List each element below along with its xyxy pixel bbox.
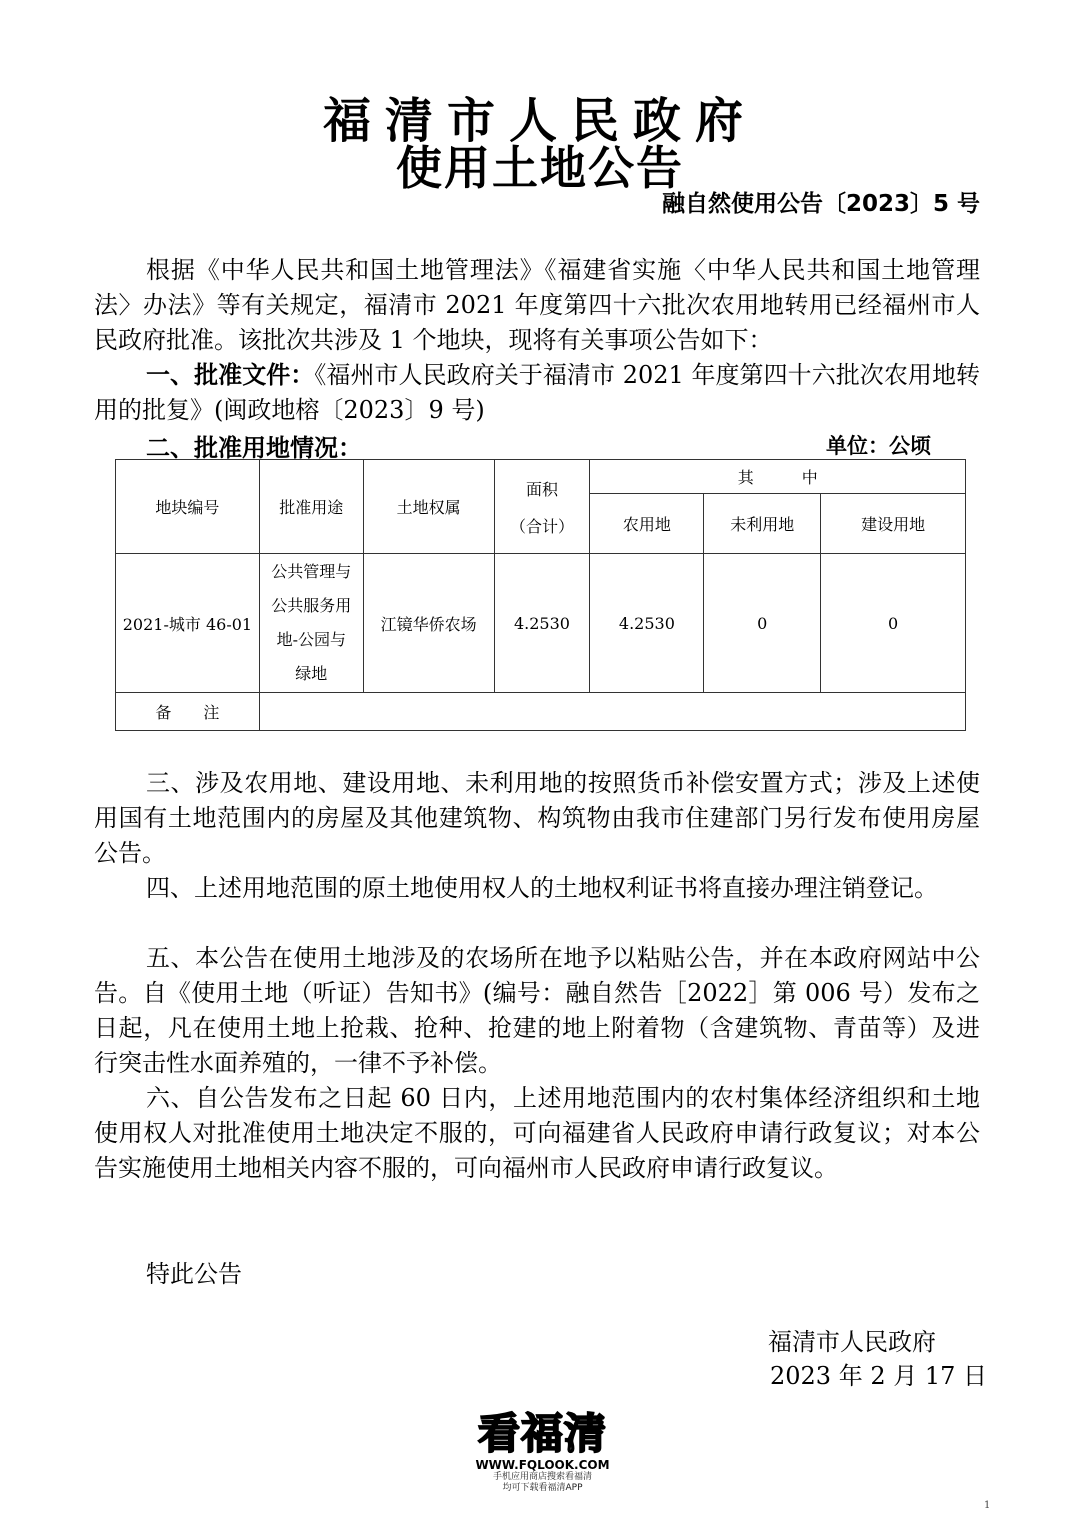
signature-org: 福清市人民政府 — [768, 1328, 936, 1356]
section-1-label: 一、批准文件： — [146, 361, 315, 389]
watermark — [470, 1410, 615, 1494]
header-among: 其 中 — [590, 460, 966, 494]
unit-label: 单位：公顷 — [826, 434, 931, 458]
cell-unused: 0 — [704, 554, 821, 693]
section-2-label: 二、批准用地情况： — [146, 434, 362, 462]
table-row — [116, 554, 966, 693]
header-unused: 未利用地 — [704, 494, 821, 554]
cell-use-line: 绿地 — [295, 664, 328, 683]
watermark-logo: 看福清 — [477, 1409, 607, 1458]
header-plot-no: 地块编号 — [116, 460, 260, 554]
cell-area: 4.2530 — [494, 554, 590, 693]
cell-ownership: 江镜华侨农场 — [363, 554, 494, 693]
intro-paragraph: 根据《中华人民共和国土地管理法》《福建省实施〈中华人民共和国土地管理法〉办法》等有关规定，福清市 2021 年度第四十六批次农用地转用已经福州市人民政府批准。该批次共涉及 1 个地块，现将有关事项公告如下： — [94, 256, 980, 354]
header-area-line1: 面积 — [525, 479, 558, 499]
watermark-line1: 手机应用商店搜索看福清 — [492, 1472, 592, 1482]
signature-date: 2023 年 2 月 17 日 — [770, 1362, 988, 1390]
header-area — [494, 460, 590, 554]
approved-land-table — [115, 459, 966, 731]
header-farmland: 农用地 — [590, 494, 704, 554]
header-ownership: 土地权属 — [363, 460, 494, 554]
document-number: 融自然使用公告〔2023〕5 号 — [661, 191, 980, 217]
header-area-line2: （合计） — [509, 516, 574, 536]
section-3-paragraph: 三、涉及农用地、建设用地、未利用地的按照货币补偿安置方式；涉及上述使用国有土地范围内的房屋及其他建筑物、构筑物由我市住建部门另行发布使用房屋公告。 — [94, 769, 980, 867]
cell-farmland: 4.2530 — [590, 554, 704, 693]
section-1-text: 《福州市人民政府关于福清市 2021 年度第四十六批次农用地转用的批复》(闽政地榕〔2023〕9 号) — [94, 361, 980, 424]
section-5-paragraph: 五、本公告在使用土地涉及的农场所在地予以粘贴公告，并在本政府网站中公告。自《使用土地（听证）告知书》(编号：融自然告［2022］第 006 号）发布之日起，凡在使用土地上抢栽、抢种、抢建的地上附着物（含建筑物、青苗等）及进行突击性水面养殖的，一律不予补偿。 — [94, 944, 980, 1077]
header-use: 批准用途 — [259, 460, 363, 554]
watermark-url: WWW.FQLOOK.COM — [475, 1458, 610, 1472]
section-4-paragraph: 四、上述用地范围的原土地使用权人的土地权利证书将直接办理注销登记。 — [146, 874, 938, 902]
cell-use-line: 地-公园与 — [276, 630, 346, 649]
document-title-line2: 使用土地公告 — [396, 141, 684, 195]
cell-construction: 0 — [821, 554, 966, 693]
section-6-paragraph: 六、自公告发布之日起 60 日内，上述用地范围内的农村集体经济组织和土地使用权人对批准使用土地决定不服的，可向福建省人民政府申请行政复议；对本公告实施使用土地相关内容不服的，可向福州市人民政府申请行政复议。 — [94, 1084, 980, 1182]
watermark-line2: 均可下载看福清APP — [502, 1483, 583, 1493]
page-number: 1 — [984, 1500, 991, 1511]
remark-label: 备 注 — [116, 693, 260, 731]
cell-use — [259, 554, 363, 693]
closing-text: 特此公告 — [146, 1260, 242, 1288]
cell-use-line: 公共管理与 — [271, 562, 352, 581]
section-1-paragraph — [94, 358, 980, 428]
cell-plot-no: 2021-城市 46-01 — [116, 554, 260, 693]
header-construction: 建设用地 — [821, 494, 966, 554]
cell-use-line: 公共服务用 — [271, 596, 352, 615]
document-title-line1: 福清市人民政府 — [322, 93, 757, 149]
remark-value — [259, 693, 965, 731]
